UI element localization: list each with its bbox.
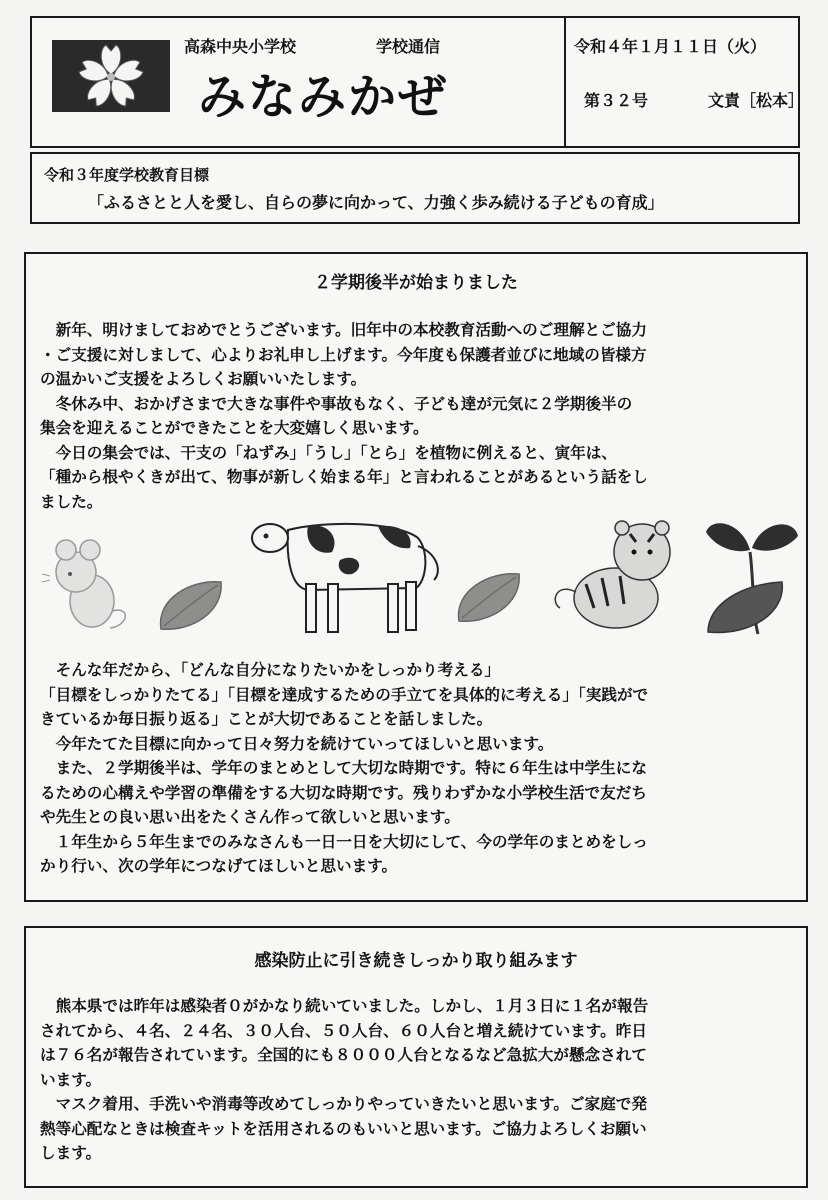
article-title: ２学期後半が始まりました [314, 273, 518, 293]
newsletter-header [30, 16, 805, 148]
article-term-start [24, 252, 808, 902]
cow-icon [248, 512, 448, 641]
tiger-icon [546, 512, 686, 640]
article-infection-prevention [24, 926, 808, 1188]
seed-icon [156, 574, 226, 638]
goal-text: 「ふるさとと人を愛し、自らの夢に向かって、力強く歩み続ける子どもの育成」 [88, 193, 664, 212]
issue-number: 第３２号 [584, 91, 649, 110]
issue-date: 令和４年１月１１日（火） [574, 37, 767, 56]
author-credit: 文責［松本］ [708, 91, 805, 110]
cherry-blossom-logo [52, 40, 170, 112]
article-paragraph: そんな年だから、「どんな自分になりたいかをしっかり考える」 「目標をしっかりたてる」「目標を達成するための手立てを具体的に考える」「実践がで きているか毎日振り返る」ことが大切であることを話しました。 今年たてた目標に向かって日々努力を続けていってほしいと思います。 また、２学期後半は、学年のまとめとして大切な時期です。特に６年生は中学生にな るための心構えや学習の準備をする大切な時期です。残りわずかな小学校生活で友だち や先生との良い思い出をたくさん作って欲しいと思います。 １年生から５年生までのみなさんも一日一日を大切にして、今の学年のまとめをしっ かり行い、次の学年につなげてほしいと思います。 [40, 661, 649, 875]
mouse-icon [40, 536, 132, 640]
school-name: 高森中央小学校 [184, 37, 297, 56]
seed-icon [454, 566, 524, 630]
newsletter-title: みなみかぜ [198, 69, 449, 125]
article-title: 感染防止に引き続きしっかり取り組みます [254, 951, 578, 971]
newsletter-label: 学校通信 [376, 37, 441, 56]
sprout-icon [702, 512, 802, 646]
header-divider [564, 18, 566, 146]
article-paragraph: 新年、明けましておめでとうございます。旧年中の本校教育活動へのご理解とご協力 ・ご支援に対しまして、心よりお礼申し上げます。今年度も保護者並びに地域の皆様方 の温かいご支援をよろしくお願いいたします。 冬休み中、おかげさまで大きな事件や事故もなく、子ども達が元気に２学期後半の 集会を迎えることができたことを大変嬉しく思います。 今日の集会では、干支の「ねずみ」「うし」「とら」を植物に例えると、寅年は、 「種から根やくきが出て、物事が新しく始まる年」と言われることがあるという話をし ました。 [40, 321, 648, 511]
school-goal [30, 152, 800, 224]
goal-label: 令和３年度学校教育目標 [44, 166, 210, 184]
article-paragraph: 熊本県では昨年は感染者０がかなり続いていました。しかし、１月３日に１名が報告 されてから、４名、２４名、３０人台、５０人台、６０人台と増え続けています。昨日 は７６名が報告されています。全国的にも８０００人台となるなど急拡大が懸念されて います。 マスク着用、手洗いや消毒等改めてしっかりやっていきたいと思います。ご家庭で発 熱等心配なときは検査キットを活用されるのもいいと思います。ご協力よろしくお願い します。 [40, 997, 649, 1162]
